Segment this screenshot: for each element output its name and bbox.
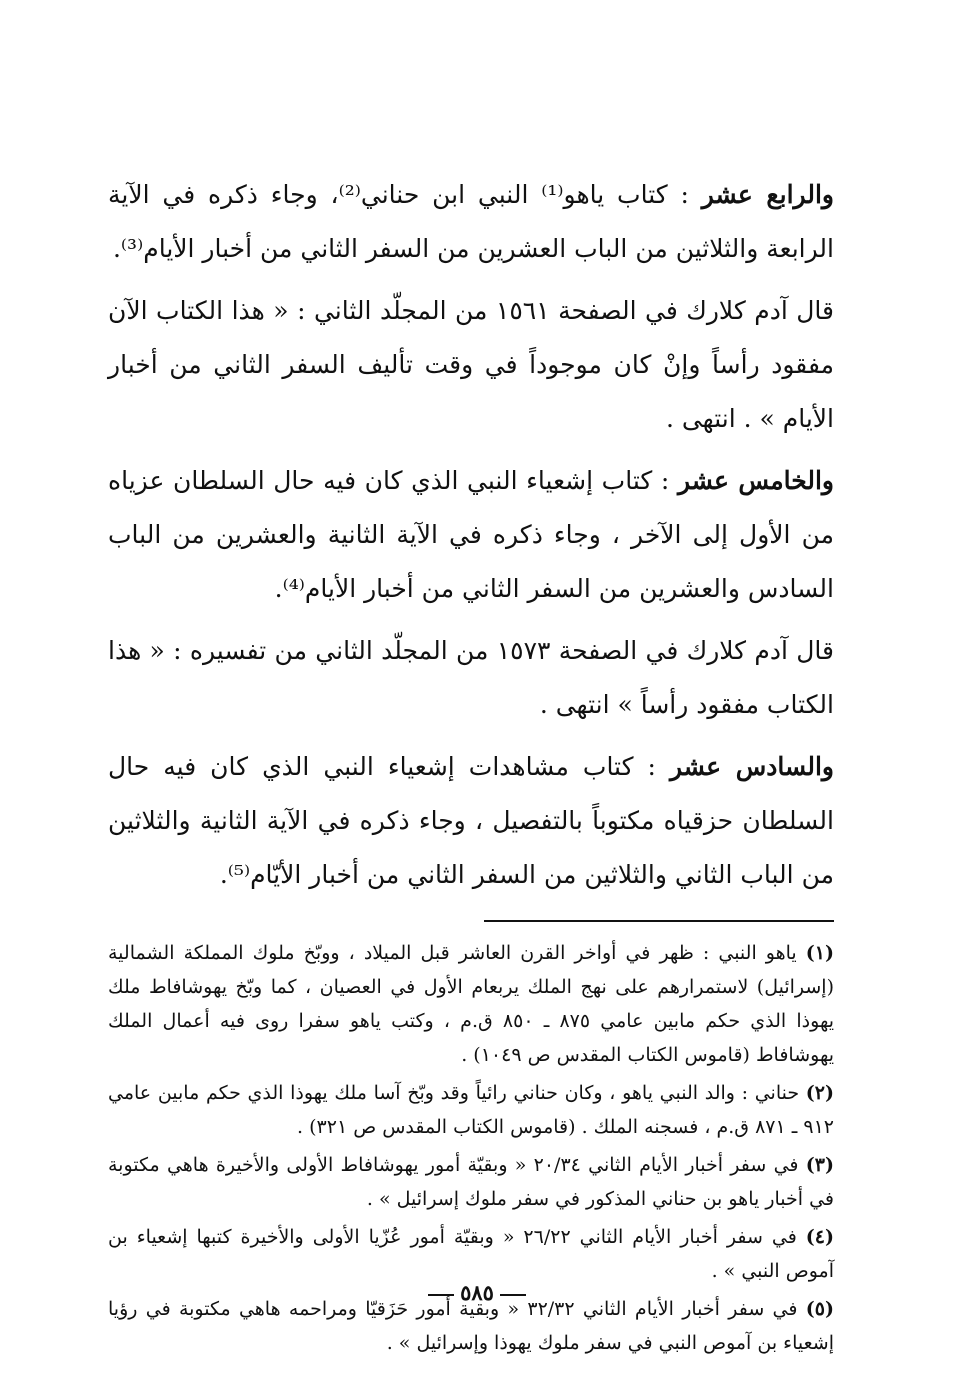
footnote-number: (٤)	[805, 1226, 834, 1248]
page-number-dash	[428, 1294, 454, 1296]
page-number	[0, 1280, 954, 1305]
footnote-text: في سفر أخبار الأيام الثاني ٢٦/٢٢ « وبقيّة أمور عُزّيا الأولى والأخيرة كتبها إشعياء بن آموص النبي » .	[108, 1226, 834, 1282]
footnote-text: في سفر أخبار الأيام الثاني ٣٢/٣٢ « وبقية أمور حَزَقيّا ومراحمه هاهي مكتوبة في رؤيا إشعياء بن آموص النبي في سفر ملوك يهوذا وإسرائيل » .	[108, 1298, 834, 1354]
paragraph-text: : كتاب إشعياء النبي الذي كان فيه حال السلطان عزياه من الأول إلى الآخر ، وجاء ذكره في الآية الثانية والعشرين من الباب السادس والعشرين من السفر الثاني من أخبار الأيام⁽⁴⁾.	[108, 466, 834, 603]
paragraph-text: : كتاب ياهو⁽¹⁾ النبي ابن حناني⁽²⁾، وجاء ذكره في الآية الرابعة والثلاثين من الباب العشرين من السفر الثاني من أخبار الأيام⁽³⁾.	[108, 180, 834, 263]
paragraph-lead: والخامس عشر	[677, 466, 835, 495]
page-number-value: ٥٨٥	[460, 1280, 494, 1305]
paragraph-fifteenth	[108, 454, 834, 616]
footnote-number: (٥)	[805, 1298, 834, 1320]
footnote-text: ياهو النبي : ظهر في أواخر القرن العاشر قبل الميلاد ، ووبّخ ملوك المملكة الشمالية (إسرائيل) لاستمرارهم على نهج الملك يربعام الأول في العصيان ، كما وبّخ يهوشافاط ملك يهوذا الذي حكم مابين عامي ٨٧٥ ـ ٨٥٠ ق.م ، وكتب ياهو سفرا روى فيه أعمال الملك يهوشافاط (قاموس الكتاب المقدس ص ١٠٤٩) .	[108, 942, 834, 1066]
paragraph-text: : كتاب مشاهدات إشعياء النبي الذي كان فيه حال السلطان حزقياه مكتوباً بالتفصيل ، وجاء ذكره في الآية الثانية والثلاثين من الباب الثاني والثلاثين من السفر الثاني من أخبار الأيّام⁽⁵⁾.	[108, 752, 834, 889]
footnote-number: (١)	[805, 942, 834, 964]
paragraph-fourteenth	[108, 168, 834, 276]
page-number-dash	[500, 1294, 526, 1296]
footnote-4	[108, 1220, 834, 1288]
paragraph-clarke-quote-2	[108, 624, 834, 732]
footnote-1	[108, 936, 834, 1072]
paragraph-clarke-quote-1	[108, 284, 834, 446]
footnote-3	[108, 1148, 834, 1216]
footnote-number: (٣)	[805, 1154, 834, 1176]
paragraph-lead: والرابع عشر	[701, 180, 834, 209]
footnote-text: في سفر أخبار الأيام الثاني ٢٠/٣٤ « وبقيّة أمور يهوشافاط الأولى والأخيرة هاهي مكتوبة في أخبار ياهو بن حناني المذكور في سفر ملوك إسرائيل » .	[108, 1154, 834, 1210]
footnote-text: حناني : والد النبي ياهو ، وكان حناني رائياً وقد وبّخ آسا ملك يهوذا الذي حكم مابين عامي ٩١٢ ـ ٨٧١ ق.م ، فسجنه الملك . (قاموس الكتاب المقدس ص ٣٢١) .	[108, 1082, 834, 1138]
paragraph-sixteenth	[108, 740, 834, 902]
footnote-number: (٢)	[805, 1082, 834, 1104]
paragraph-text: قال آدم كلارك في الصفحة ١٥٧٣ من المجلّد الثاني من تفسيره : « هذا الكتاب مفقود رأساً » انتهى .	[108, 636, 834, 719]
footnote-separator	[484, 920, 834, 922]
paragraph-lead: والسادس عشر	[669, 752, 834, 781]
paragraph-text: قال آدم كلارك في الصفحة ١٥٦١ من المجلّد الثاني : « هذا الكتاب الآن مفقود رأساً وإنْ كان موجوداً في وقت تأليف السفر الثاني من أخبار الأيام » . انتهى .	[108, 296, 834, 433]
footnote-2	[108, 1076, 834, 1144]
